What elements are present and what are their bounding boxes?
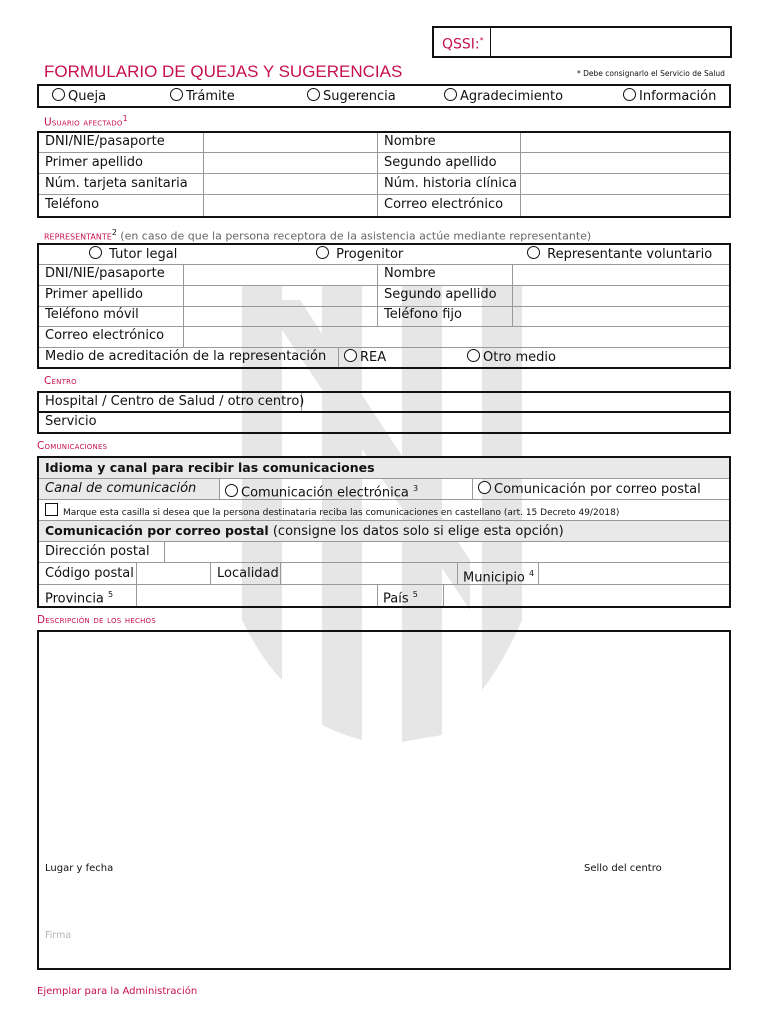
- descripcion-box[interactable]: [37, 630, 731, 970]
- section-centro: Centro: [44, 375, 77, 387]
- radio-icon: [478, 481, 491, 494]
- radio-icon: [344, 349, 357, 362]
- rep-voluntario[interactable]: Representante voluntario: [527, 246, 712, 263]
- rep-label-medio: Medio de acreditación de la representación: [45, 349, 327, 364]
- radio-icon: [89, 246, 102, 259]
- radio-icon: [170, 88, 183, 101]
- label-dni: DNI/NIE/pasaporte: [45, 134, 165, 149]
- canal-electronica[interactable]: Comunicación electrónica $^3$: [225, 481, 418, 501]
- rep-label-apellido1: Primer apellido: [45, 287, 143, 302]
- rep-label-nombre: Nombre: [384, 266, 436, 281]
- rep-movil-input[interactable]: [184, 307, 376, 326]
- usuario-apellido1-input[interactable]: [204, 154, 376, 173]
- label-correo: Correo electrónico: [384, 197, 504, 212]
- radio-icon: [527, 246, 540, 259]
- municipio-input[interactable]: [539, 563, 729, 584]
- usuario-tarjeta-input[interactable]: [204, 175, 376, 194]
- usuario-dni-input[interactable]: [204, 133, 376, 152]
- idioma-canal-heading: Idioma y canal para recibir las comunicaciones: [45, 460, 375, 475]
- label-segundo-apellido: Segundo apellido: [384, 155, 497, 170]
- type-sugerencia[interactable]: Sugerencia: [307, 88, 396, 105]
- radio-icon: [316, 246, 329, 259]
- label-primer-apellido: Primer apellido: [45, 155, 143, 170]
- form-title: FORMULARIO DE QUEJAS Y SUGERENCIAS: [44, 62, 403, 81]
- section-comunicaciones: Comunicaciones: [37, 440, 108, 452]
- rep-progenitor[interactable]: Progenitor: [316, 246, 403, 263]
- label-sello: Sello del centro: [584, 863, 662, 874]
- type-queja[interactable]: Queja: [52, 88, 106, 105]
- label-municipio: Municipio $^4$: [463, 569, 535, 586]
- section-usuario: Usuario afectado$^1$: [44, 114, 128, 129]
- radio-icon: [225, 484, 238, 497]
- label-firma: Firma: [45, 930, 72, 941]
- castellano-checkbox[interactable]: Marque esta casilla si desea que la persona destinataria reciba las comunicaciones en castellano (art. 15 Decreto 49/2018): [45, 503, 619, 521]
- rep-label-movil: Teléfono móvil: [45, 307, 139, 322]
- qssi-footnote: * Debe consignarlo el Servicio de Salud: [577, 69, 725, 78]
- label-pais: País $^5$: [383, 590, 418, 607]
- rep-email-input[interactable]: [184, 327, 729, 346]
- rep-label-email: Correo electrónico: [45, 328, 165, 343]
- rep-label-dni: DNI/NIE/pasaporte: [45, 266, 165, 281]
- canal-postal[interactable]: Comunicación por correo postal: [478, 481, 701, 498]
- provincia-input[interactable]: [137, 585, 377, 606]
- label-codigo-postal: Código postal: [45, 566, 134, 581]
- codigo-postal-input[interactable]: [137, 563, 210, 584]
- label-telefono: Teléfono: [45, 197, 100, 212]
- radio-icon: [467, 349, 480, 362]
- radio-icon: [52, 88, 65, 101]
- servicio-input[interactable]: [110, 413, 729, 432]
- rep-label-apellido2: Segundo apellido: [384, 287, 497, 302]
- pais-input[interactable]: [444, 585, 729, 606]
- radio-icon: [623, 88, 636, 101]
- localidad-input[interactable]: [281, 563, 457, 584]
- usuario-telefono-input[interactable]: [204, 196, 376, 216]
- rep-medio-otro[interactable]: Otro medio: [467, 349, 556, 366]
- label-nombre: Nombre: [384, 134, 436, 149]
- postal-heading: Comunicación por correo postal (consigne los datos solo si elige esta opción): [45, 523, 564, 539]
- rep-tutor-legal[interactable]: Tutor legal: [89, 246, 177, 263]
- section-representante: representante$^2$ (en caso de que la persona receptora de la asistencia actúe mediante representante): [44, 228, 592, 243]
- label-lugar-fecha: Lugar y fecha: [45, 863, 114, 874]
- label-servicio: Servicio: [45, 414, 97, 429]
- type-agradecimiento[interactable]: Agradecimiento: [444, 88, 563, 105]
- canal-label: Canal de comunicación: [45, 481, 197, 496]
- rep-apellido1-input[interactable]: [184, 286, 376, 305]
- label-hospital: Hospital / Centro de Salud / otro centro): [45, 394, 305, 409]
- label-provincia: Provincia $^5$: [45, 590, 114, 607]
- section-descripcion: Descripción de los hechos: [37, 614, 156, 626]
- label-direccion: Dirección postal: [45, 544, 150, 559]
- rep-medio-rea[interactable]: REA: [344, 349, 386, 366]
- usuario-nombre-input[interactable]: [521, 133, 729, 152]
- label-tarjeta-sanitaria: Núm. tarjeta sanitaria: [45, 176, 188, 191]
- qssi-input[interactable]: [493, 29, 729, 55]
- type-tramite[interactable]: Trámite: [170, 88, 235, 105]
- usuario-correo-input[interactable]: [521, 196, 729, 216]
- rep-nombre-input[interactable]: [513, 265, 729, 284]
- radio-icon: [444, 88, 457, 101]
- radio-icon: [307, 88, 320, 101]
- rep-fijo-input[interactable]: [513, 307, 729, 326]
- usuario-apellido2-input[interactable]: [521, 154, 729, 173]
- checkbox-icon: [45, 503, 58, 516]
- label-localidad: Localidad: [217, 566, 279, 581]
- rep-apellido2-input[interactable]: [513, 286, 729, 305]
- qssi-label: QSSI:*: [442, 36, 484, 53]
- footer-ejemplar: Ejemplar para la Administración: [37, 986, 198, 997]
- direccion-input[interactable]: [165, 542, 729, 562]
- type-informacion[interactable]: Información: [623, 88, 716, 105]
- rep-dni-input[interactable]: [184, 265, 376, 284]
- usuario-historia-input[interactable]: [521, 175, 729, 194]
- rep-label-fijo: Teléfono fijo: [384, 307, 462, 322]
- hospital-input[interactable]: [302, 393, 729, 411]
- label-historia-clinica: Núm. historia clínica: [384, 176, 517, 191]
